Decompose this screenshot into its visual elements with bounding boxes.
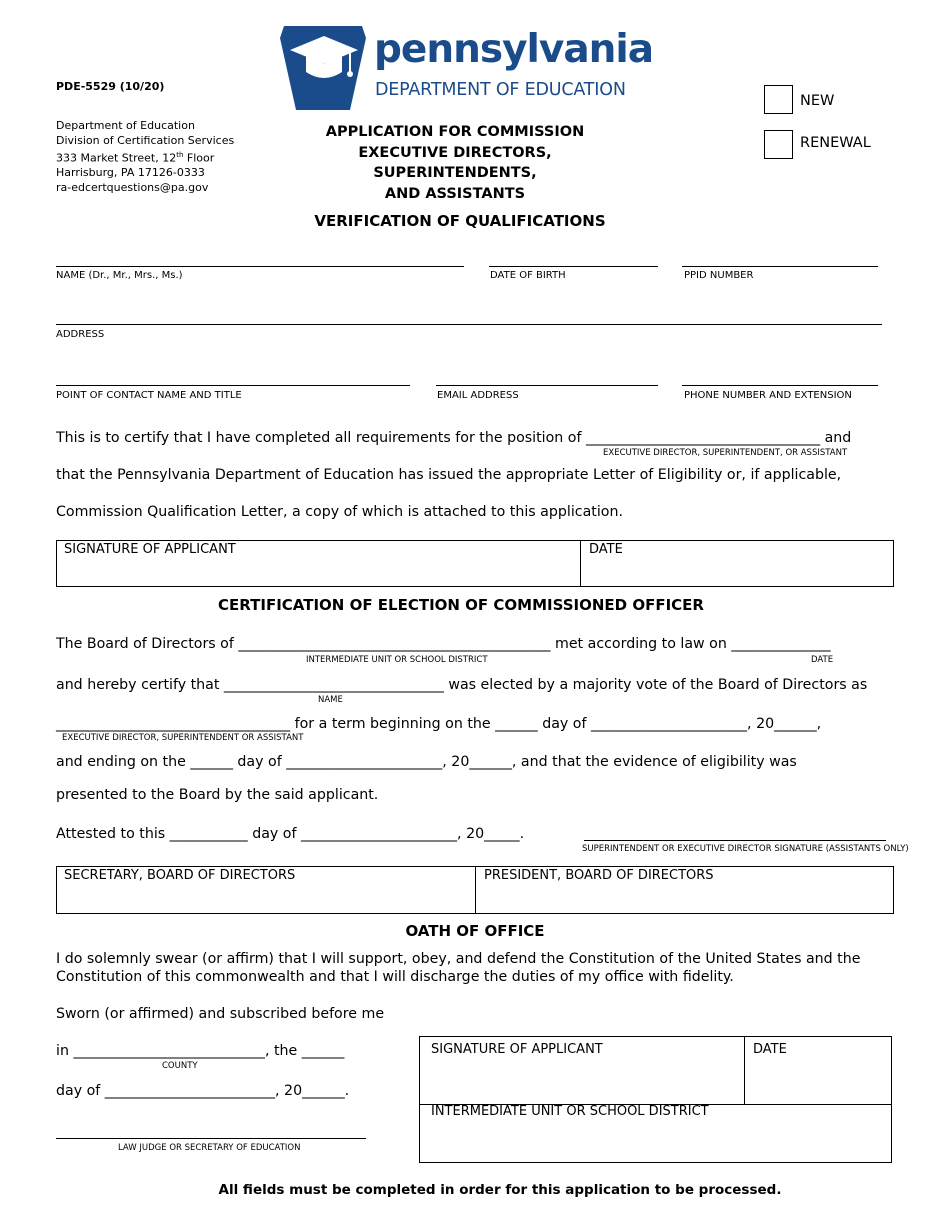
org-floor: Floor — [183, 151, 215, 165]
address-field[interactable] — [56, 324, 882, 325]
board-text: The Board of Directors of — [56, 636, 239, 652]
county-line[interactable]: in ___________________________, the ______ — [56, 1043, 345, 1059]
certify-line-2: that the Pennsylvania Department of Education has issued the appropriate Letter of Eligibility or, if applicable, — [56, 467, 842, 483]
form-subtitle: VERIFICATION OF QUALIFICATIONS — [314, 212, 606, 230]
contact-field[interactable] — [56, 385, 410, 386]
footer-note: All fields must be completed in order for this application to be processed. — [218, 1182, 782, 1198]
org-line-5: ra-edcertquestions@pa.gov — [56, 180, 209, 194]
ppid-field[interactable] — [682, 266, 878, 267]
logo-wordmark: pennsylvania — [374, 27, 654, 72]
pde-logo — [278, 24, 654, 112]
applicant-signature-field[interactable] — [57, 558, 579, 585]
oath-text-line-1: I do solemnly swear (or affirm) that I will support, obey, and defend the Constitution of the United States and the — [56, 951, 861, 967]
new-checkbox[interactable] — [764, 85, 793, 114]
phone-field[interactable] — [682, 385, 878, 386]
org-street-ordinal: th — [176, 151, 184, 159]
judge-signature-field[interactable] — [56, 1138, 366, 1139]
superintendent-signature-caption: SUPERINTENDENT OR EXECUTIVE DIRECTOR SIGNATURE (ASSISTANTS ONLY) — [582, 844, 909, 854]
president-label: PRESIDENT, BOARD OF DIRECTORS — [484, 868, 714, 883]
elected-text: was elected by a majority vote of the Board of Directors as — [443, 677, 868, 693]
secretary-label: SECRETARY, BOARD OF DIRECTORS — [64, 868, 296, 883]
position-caption: EXECUTIVE DIRECTOR, SUPERINTENDENT, OR ASSISTANT — [603, 448, 848, 458]
title-line-2: EXECUTIVE DIRECTORS, — [358, 144, 552, 161]
election-line-4[interactable]: and ending on the ______ day of ______________________, 20______, and that the evidence of eligibility was — [56, 754, 797, 770]
applicant-date-field[interactable] — [581, 558, 893, 585]
day-line[interactable]: day of ________________________, 20______. — [56, 1083, 350, 1099]
county-caption: COUNTY — [162, 1061, 198, 1071]
logo-subtitle: DEPARTMENT OF EDUCATION — [375, 80, 626, 100]
election-line-3[interactable]: _________________________________ for a term beginning on the ______ day of ______________________, 20______, — [56, 716, 822, 732]
email-label: EMAIL ADDRESS — [437, 390, 519, 401]
form-title — [280, 122, 630, 204]
certify-that-text: and hereby certify that — [56, 677, 224, 693]
attest-line[interactable]: Attested to this ___________ day of ______________________, 20_____. — [56, 826, 525, 842]
certify-line-1 — [56, 430, 851, 446]
term-position-caption: EXECUTIVE DIRECTOR, SUPERINTENDENT OR ASSISTANT — [62, 733, 304, 743]
president-signature-field[interactable] — [476, 884, 893, 912]
org-line-4: Harrisburg, PA 17126-0333 — [56, 166, 205, 180]
oath-heading: OATH OF OFFICE — [405, 922, 545, 940]
oath-signature-field[interactable] — [420, 1060, 743, 1103]
oath-text-line-2: Constitution of this commonwealth and that I will discharge the duties of my office with fidelity. — [56, 969, 734, 985]
secretary-signature-field[interactable] — [57, 884, 474, 912]
election-heading: CERTIFICATION OF ELECTION OF COMMISSIONED OFFICER — [218, 596, 704, 614]
title-line-1: APPLICATION FOR COMMISSION — [325, 124, 585, 140]
oath-date-field[interactable] — [745, 1060, 891, 1103]
address-label: ADDRESS — [56, 329, 105, 340]
district-blank[interactable]: ____________________________________________ — [238, 636, 551, 652]
form-number: PDE-5529 (10/20) — [56, 80, 165, 93]
meeting-date-blank[interactable]: ______________ — [731, 636, 831, 652]
applicant-date-label: DATE — [589, 542, 623, 557]
oath-district-field[interactable] — [420, 1122, 891, 1162]
org-line-3 — [56, 148, 234, 166]
org-line-1: Department of Education — [56, 119, 195, 132]
superintendent-signature-field[interactable] — [584, 840, 886, 841]
oath-district-label: INTERMEDIATE UNIT OR SCHOOL DISTRICT — [431, 1104, 709, 1119]
met-text: met according to law on — [550, 636, 732, 652]
name-label: NAME (Dr., Mr., Mrs., Ms.) — [56, 270, 183, 281]
phone-label: PHONE NUMBER AND EXTENSION — [684, 390, 852, 401]
election-line-5: presented to the Board by the said applicant. — [56, 787, 379, 803]
email-field[interactable] — [436, 385, 658, 386]
renewal-checkbox[interactable] — [764, 130, 793, 159]
oath-date-label: DATE — [753, 1042, 787, 1057]
certify-text-and: and — [820, 430, 852, 446]
org-line-2: Division of Certification Services — [56, 133, 235, 147]
election-line-1 — [56, 636, 831, 652]
district-caption: INTERMEDIATE UNIT OR SCHOOL DISTRICT — [306, 655, 488, 665]
contact-label: POINT OF CONTACT NAME AND TITLE — [56, 390, 242, 401]
renewal-checkbox-label: RENEWAL — [800, 135, 871, 151]
elected-name-caption: NAME — [318, 695, 343, 705]
title-line-4: AND ASSISTANTS — [384, 185, 526, 202]
certify-line-3: Commission Qualification Letter, a copy of which is attached to this application. — [56, 504, 623, 520]
position-blank[interactable]: _________________________________ — [585, 430, 821, 446]
org-street: 333 Market Street, 12 — [56, 151, 177, 165]
meeting-date-caption: DATE — [811, 655, 834, 665]
dob-field[interactable] — [489, 266, 658, 267]
oath-signature-label: SIGNATURE OF APPLICANT — [431, 1042, 603, 1057]
keystone-cap-icon — [278, 24, 368, 112]
sworn-text: Sworn (or affirmed) and subscribed before me — [56, 1006, 385, 1022]
certify-text-start: This is to certify that I have completed all requirements for the position of — [56, 430, 586, 446]
applicant-signature-label: SIGNATURE OF APPLICANT — [64, 542, 236, 557]
org-address-block — [56, 119, 234, 195]
title-line-3: SUPERINTENDENTS, — [373, 165, 537, 181]
judge-caption: LAW JUDGE OR SECRETARY OF EDUCATION — [118, 1143, 301, 1153]
name-field[interactable] — [56, 266, 464, 267]
dob-label: DATE OF BIRTH — [490, 270, 566, 281]
election-line-2 — [56, 677, 867, 693]
elected-name-blank[interactable]: _______________________________ — [223, 677, 444, 693]
ppid-label: PPID NUMBER — [684, 270, 754, 281]
new-checkbox-label: NEW — [800, 93, 835, 109]
